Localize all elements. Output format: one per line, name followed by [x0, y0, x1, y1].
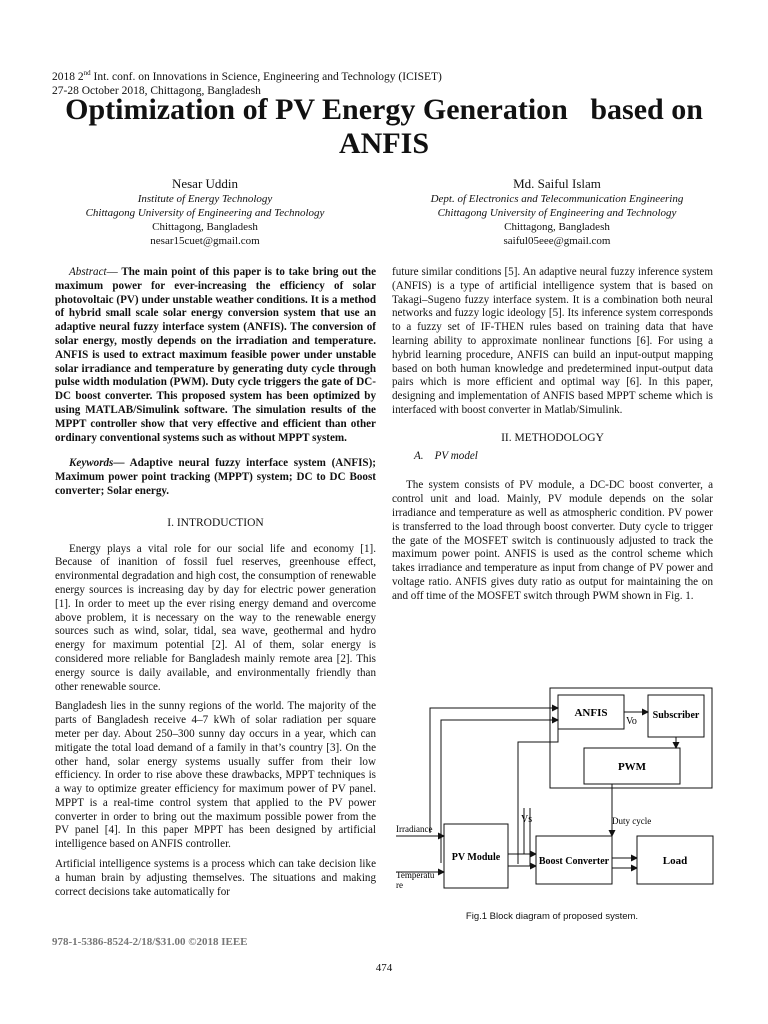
subscriber-label: Subscriber	[652, 710, 700, 721]
irradiance-label: Irradiance	[396, 824, 433, 834]
paper-title-line-2: ANFIS	[338, 127, 429, 160]
section-heading-introduction: I. INTRODUCTION	[167, 516, 264, 529]
author-email: nesar15cuet@gmail.com	[150, 235, 260, 247]
vs-label: Vs	[521, 814, 533, 825]
temperature-label: Temperatu	[396, 870, 435, 880]
author-name: Nesar Uddin	[171, 176, 239, 191]
author-city: Chittagong, Bangladesh	[504, 221, 610, 233]
pv-model-paragraph: The system consists of PV module, a DC-DC boost converter, a control unit and load. Mainly, PV module depends on the solar irradiance and temperature as well as atmospheric condition. PV power is transferred to the load through boost converter. Duty cycle to trigger the gate of the MOSFET switch is continuously adjusted to track the maximum power point. ANFIS is used as the control scheme which takes irradiance and temperature as input from change of PV power and voltage ratio. ANFIS gives duty ratio as output for maintaining the on and off time of the MOSFET switch through PWM shown in Fig. 1.	[392, 479, 713, 602]
right-column	[392, 266, 713, 604]
pwm-label: PWM	[617, 761, 647, 773]
intro-paragraph-1: Energy plays a vital role for our social life and economy [1]. Because of inanition of fossil fuel reserves, greenhouse effect, environmental degradation and high cost, the consumption of renewable energy sources is increasing day by day for electric power generation [1]. In order to meet up the ever rising energy demand and overcome above problem, it is necessary on the way to the renewable energy sources such as wind, solar, tidal, sea wave, geothermal and hydro energy for maximum potential [2]. Al of them, solar energy is considered more reliable for Bangladesh mainly remote area [2]. This energy source is daily available, and environmentally friendly than other renewable source.	[55, 542, 376, 693]
intro-paragraph-2: Bangladesh lies in the sunny regions of the world. The majority of the parts of Bangladesh receive 4–7 kWh of solar radiation per square meter per day. About 250–300 sunny day occurs in a year, which can mitigate the total load demand of a family in that’s country [3]. On the other hand, solar energy systems usually suffer from their low efficiency. In order to rise above these drawbacks, MPPT techniques is a way to optimize greater efficiency for maximum power of PV panel. MPPT is a real-time control system that applied to the PV power converter in order to bring out the maximum possible power from the PV panel [4]. In this paper MPPT has been designed by artificial intelligence based on ANFIS controller.	[55, 700, 376, 851]
author-city: Chittagong, Bangladesh	[152, 221, 258, 233]
conference-line-2: 27-28 October 2018, Chittagong, Bangladesh	[52, 84, 261, 97]
page-number: 474	[375, 962, 393, 974]
ieee-copyright: 978-1-5386-8524-2/18/$31.00 ©2018 IEEE	[52, 936, 248, 948]
author-block-1	[40, 175, 370, 248]
author-name: Md. Saiful Islam	[513, 176, 601, 191]
author-block-2	[392, 175, 722, 248]
subsection-pv-model: A. PV model	[414, 449, 478, 462]
duty-cycle-label: Duty cycle	[612, 816, 652, 826]
author-university: Chittagong University of Engineering and Technology	[85, 207, 325, 219]
paper-title-line-1: Optimization of PV Energy Generation based on	[65, 93, 703, 126]
section-heading-methodology: II. METHODOLOGY	[501, 431, 604, 444]
author-dept: Institute of Energy Technology	[137, 193, 273, 205]
keywords: Keywords— Adaptive neural fuzzy interface system (ANFIS); Maximum power point tracking (MPPT) system; DC to DC Boost converter; Solar energy.	[55, 457, 376, 497]
figure-caption: Fig.1 Block diagram of proposed system.	[465, 911, 639, 922]
conference-line-1: 2018 2nd Int. conf. on Innovations in Science, Engineering and Technology (ICISET)	[52, 69, 442, 83]
block-diagram	[390, 686, 720, 908]
load-label: Load	[662, 855, 688, 867]
abstract: Abstract— The main point of this paper is to take bring out the maximum power for ever-increasing the efficiency of solar photovoltaic (PV) under unstable weather conditions. It is a method of hybrid small scale solar energy conversion system that use an adaptive neural fuzzy interface system (ANFIS). The conversion of solar energy, mostly depends on the irradiation and temperature. ANFIS is used to extract maximum feasible power under unstable solar irradiance and temperature by generating duty cycle through pulse width modulation (PWM). Duty cycle triggers the gate of DC-DC boost converter. This proposed system has been optimized by using MATLAB/Simulink software. The simulation results of the MPPT controller show that very effective and efficient than other ordinary conventional systems such as without MPPT system.	[55, 266, 376, 444]
paper-title	[40, 93, 728, 161]
vo-label: Vo	[626, 716, 637, 727]
pv-module-label: PV Module	[451, 852, 501, 863]
temperature-label-tail: re	[396, 880, 403, 890]
boost-converter-label: Boost Converter	[538, 856, 610, 867]
author-university: Chittagong University of Engineering and Technology	[437, 207, 677, 219]
author-dept: Dept. of Electronics and Telecommunication Engineering	[430, 193, 684, 205]
author-email: saiful05eee@gmail.com	[503, 235, 611, 247]
anfis-label: ANFIS	[574, 707, 608, 719]
intro-paragraph-3: Artificial intelligence systems is a process which can take decision like a human brain by adjusting themselves. The situations and making correct decisions take automatically for	[55, 858, 376, 898]
anfis-paragraph: future similar conditions [5]. An adaptive neural fuzzy inference system (ANFIS) is a type of artificial intelligence system that is based on Takagi–Sugeno fuzzy interface system. It is a combination both neural networks and fuzzy logic ideology [5]. Its inference system corresponds to a fuzzy set of IF-THEN rules based on training data that have learning ability to approximate nonlinear functions [6]. For using a hybrid learning procedure, ANFIS can build an input-output mapping based on both human knowledge and predetermined input-output data pairs which is more efficient and optimal way [6]. In this paper, designing and implementation of ANFIS based MPPT scheme which is interfaced with boost converter in Matlab/Simulink.	[392, 266, 713, 416]
left-column	[55, 266, 376, 899]
